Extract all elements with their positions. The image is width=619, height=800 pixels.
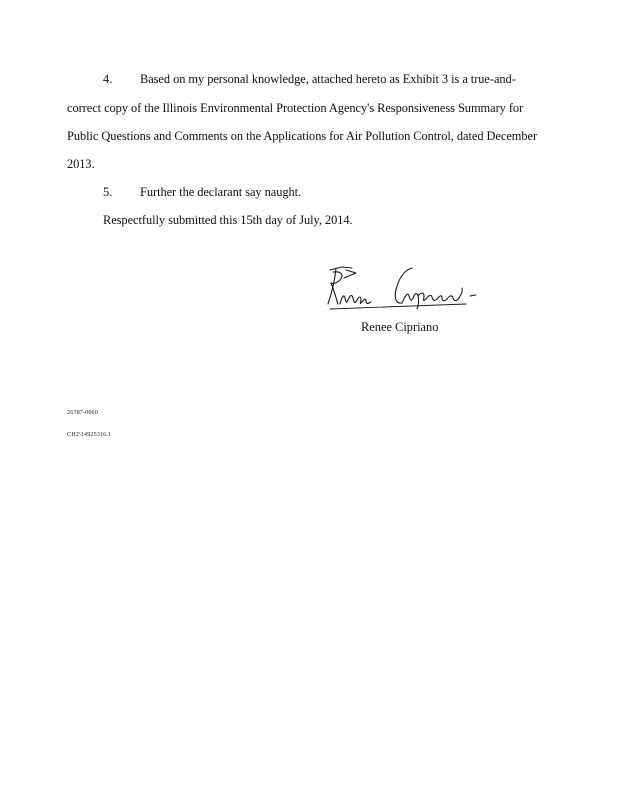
handwritten-signature (316, 262, 482, 314)
document-id: CH2\14925316.1 (67, 431, 112, 438)
paragraph-5-number: 5. (103, 185, 113, 199)
paragraph-4-line-4: 2013. (67, 157, 95, 171)
document-number: 26787-0060 (67, 409, 98, 416)
closing-statement: Respectfully submitted this 15th day of July, 2014. (103, 213, 353, 227)
paragraph-4-line-3: Public Questions and Comments on the Applications for Air Pollution Control, dated December (67, 129, 538, 143)
signer-name: Renee Cipriano (361, 320, 439, 334)
paragraph-4-number: 4. (103, 72, 113, 86)
paragraph-4-line-1: Based on my personal knowledge, attached hereto as Exhibit 3 is a true-and- (140, 72, 516, 86)
paragraph-4-line-2: correct copy of the Illinois Environmental Protection Agency's Responsiveness Summary for (67, 101, 524, 115)
paragraph-5-text: Further the declarant say naught. (140, 185, 302, 199)
